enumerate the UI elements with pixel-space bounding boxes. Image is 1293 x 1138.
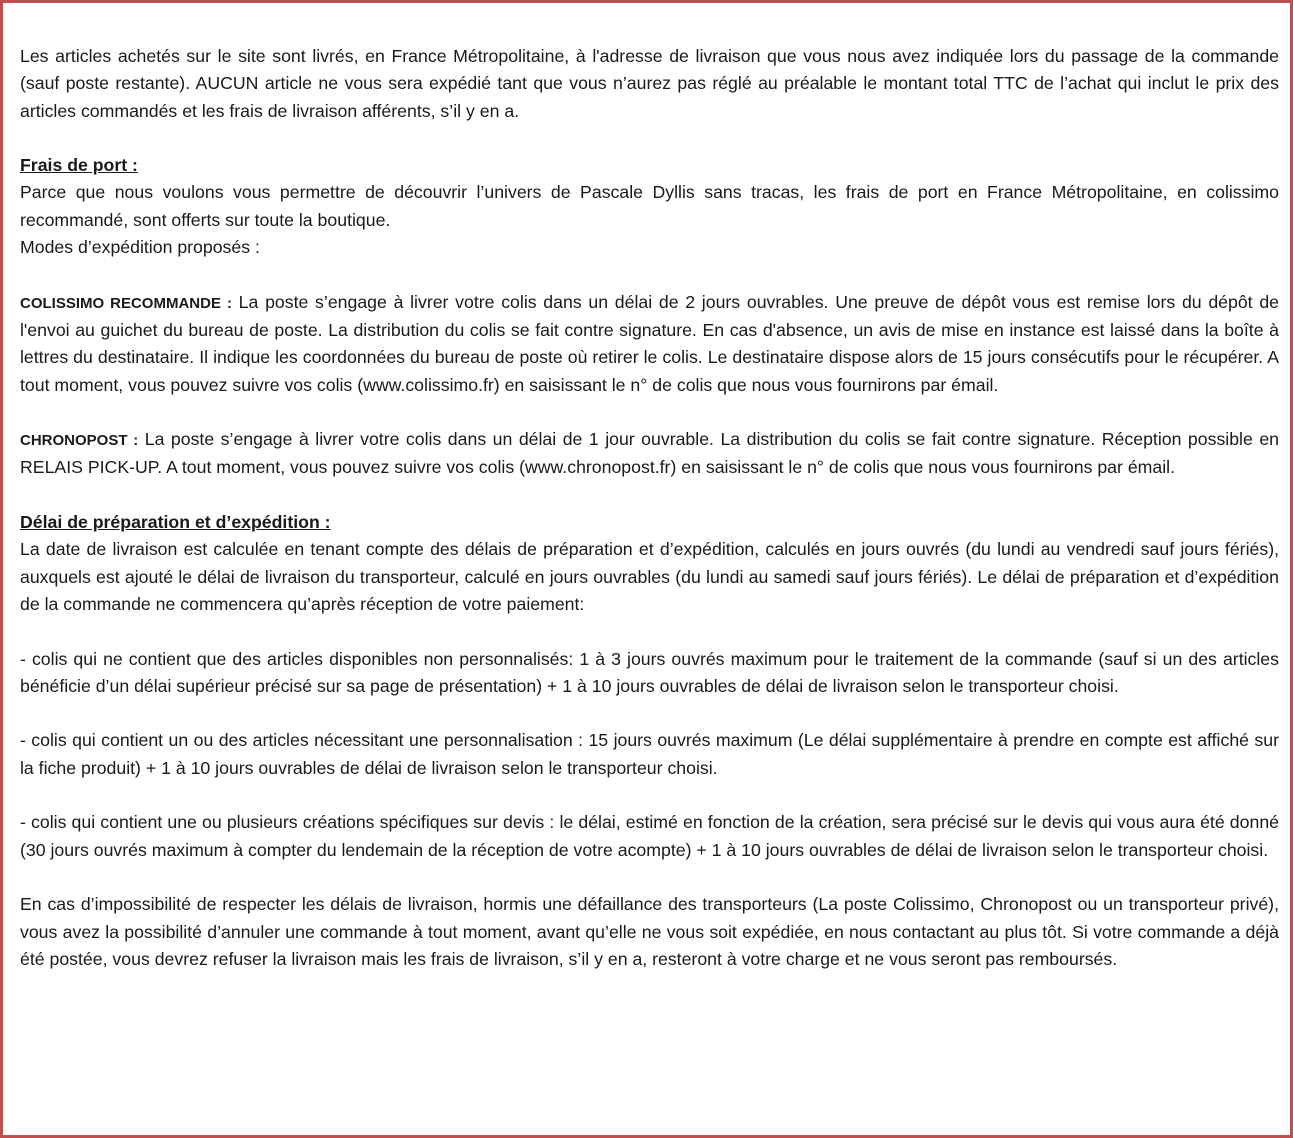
shipping-costs-paragraph: Parce que nous voulons vous permettre de découvrir l’univers de Pascale Dyllis sans tracas, les frais de port en France Métropolitaine, en colissimo recommandé, sont offerts sur toute la boutique.	[20, 182, 1279, 230]
spacer	[20, 482, 1279, 509]
closing-paragraph: En cas d’impossibilité de respecter les délais de livraison, hormis une défaillance des transporteurs (La poste Colissimo, Chronopost ou un transporteur privé), vous avez la possibilité d’annuler une commande à tout moment, avant qu’elle ne vous soit expédiée, en nous contactant au plus tôt. Si votre commande a déjà été postée, vous devrez refuser la livraison mais les frais de livraison, s’il y en a, resteront à votre charge et ne vous seront pas remboursés.	[20, 894, 1279, 969]
spacer	[20, 700, 1279, 727]
spacer	[20, 618, 1279, 645]
delay-case-item: - colis qui contient un ou des articles nécessitant une personnalisation : 15 jours ouvrés maximum (Le délai supplémentaire à prendre en compte est affiché sur la fiche produit) + 1 à 10 jours ouvrables de délai de livraison selon le transporteur choisi.	[20, 730, 1279, 778]
spacer	[20, 399, 1279, 426]
spacer	[20, 782, 1279, 809]
spacer	[20, 261, 1279, 288]
shipping-costs-heading: Frais de port :	[20, 155, 138, 176]
spacer	[20, 864, 1279, 891]
colissimo-text: La poste s’engage à livrer votre colis dans un délai de 2 jours ouvrables. Une preuve de dépôt vous est remise lors du dépôt de l'envoi au guichet du bureau de poste. La distribution du colis se fait contre signature. En cas d'absence, un avis de mise en instance est laissé dans la boîte à lettres du destinataire. Il indique les coordonnées du bureau de poste où retirer le colis. Le destinataire dispose alors de 15 jours consécutifs pour le récupérer. A tout moment, vous pouvez suivre vos colis (www.colissimo.fr) en saisissant le n° de colis que nous vous fournirons par émail.	[20, 291, 1279, 395]
colissimo-label: COLISSIMO RECOMMANDE :	[20, 294, 232, 312]
chronopost-paragraph	[20, 426, 1279, 482]
delay-case-item: - colis qui contient une ou plusieurs créations spécifiques sur devis : le délai, estimé en fonction de la création, sera précisé sur le devis qui vous aura été donné (30 jours ouvrés maximum à compter du lendemain de la réception de votre acompte) + 1 à 10 jours ouvrables de délai de livraison selon le transporteur choisi.	[20, 812, 1279, 860]
document-body	[20, 43, 1279, 973]
colissimo-paragraph	[20, 289, 1279, 399]
chronopost-label: CHRONOPOST :	[20, 432, 139, 450]
intro-paragraph: Les articles achetés sur le site sont livrés, en France Métropolitaine, à l'adresse de livraison que vous nous avez indiquée lors du passage de la commande (sauf poste restante). AUCUN article ne vous sera expédié tant que vous n’aurez pas réglé au préalable le montant total TTC de l’achat qui inclut le prix des articles commandés et les frais de livraison afférents, s’il y en a.	[20, 46, 1279, 121]
delay-case-item: - colis qui ne contient que des articles disponibles non personnalisés: 1 à 3 jours ouvrés maximum pour le traitement de la commande (sauf si un des articles bénéficie d’un délai supérieur précisé sur sa page de présentation) + 1 à 10 jours ouvrables de délai de livraison selon le transporteur choisi.	[20, 648, 1279, 696]
spacer	[20, 125, 1279, 152]
shipping-modes-intro: Modes d’expédition proposés :	[20, 237, 260, 258]
delay-heading: Délai de préparation et d’expédition :	[20, 512, 331, 533]
delay-paragraph: La date de livraison est calculée en tenant compte des délais de préparation et d’expédition, calculés en jours ouvrés (du lundi au vendredi sauf jours fériés), auxquels est ajouté le délai de livraison du transporteur, calculé en jours ouvrables (du lundi au samedi sauf jours fériés). Le délai de préparation et d’expédition de la commande ne commencera qu’après réception de votre paiement:	[20, 539, 1279, 614]
chronopost-text: La poste s’engage à livrer votre colis dans un délai de 1 jour ouvrable. La distribution du colis se fait contre signature. Réception possible en RELAIS PICK-UP. A tout moment, vous pouvez suivre vos colis (www.chronopost.fr) en saisissant le n° de colis que nous vous fournirons par émail.	[20, 429, 1279, 478]
